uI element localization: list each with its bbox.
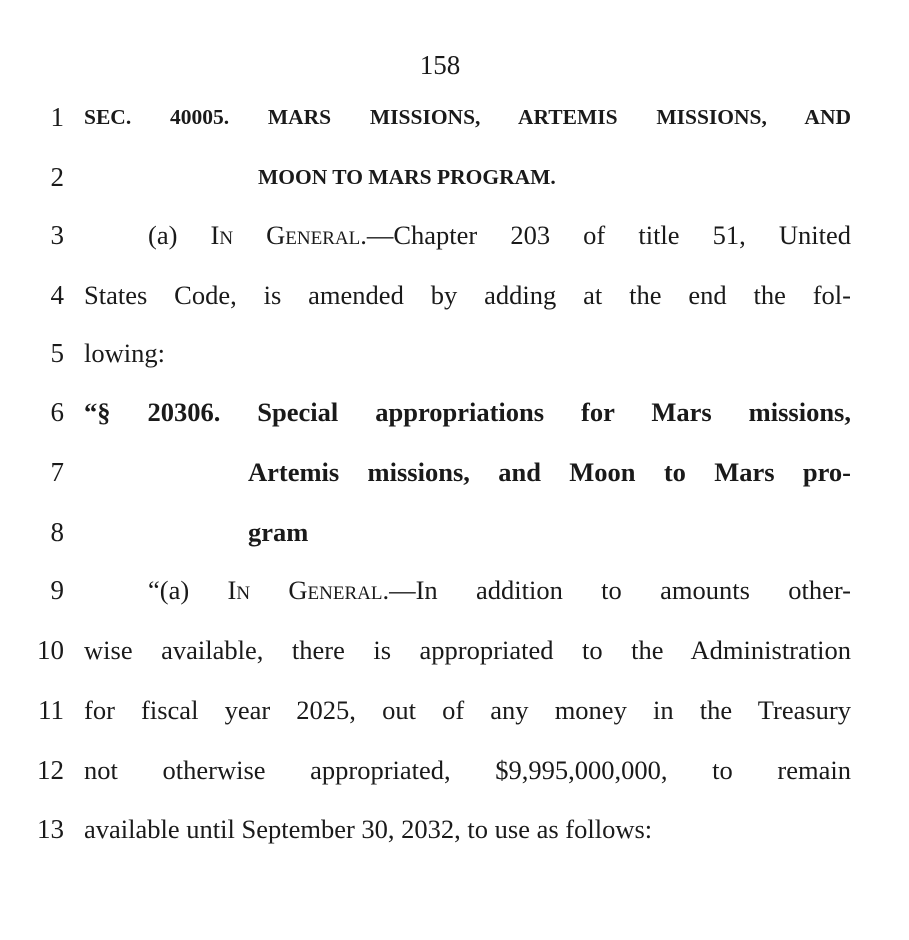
subsection-label: “(a) (148, 575, 228, 605)
line-number: 12 (37, 755, 64, 785)
section-20306-heading: “§ 20306. Special appropriations for Mars missions, (84, 397, 851, 427)
line-5 (0, 333, 909, 373)
line-11 (0, 690, 909, 730)
subsection-a (148, 215, 851, 255)
line-number: 11 (38, 695, 64, 725)
line-text: not otherwise appropriated, $9,995,000,000, to remain (84, 755, 851, 785)
subsection-label: (a) (148, 220, 211, 250)
page-number: 158 (419, 50, 461, 80)
line-text: .—Chapter 203 of title 51, United (360, 220, 851, 250)
section-20306-heading-end: gram (248, 517, 309, 547)
line-text: .—In addition to amounts other- (382, 575, 851, 605)
line-number: 1 (50, 102, 64, 132)
line-1 (0, 97, 909, 137)
line-number: 2 (50, 162, 64, 192)
section-20306-heading-cont: Artemis missions, and Moon to Mars pro- (248, 457, 851, 487)
line-number: 13 (37, 814, 64, 844)
line-12 (0, 750, 909, 790)
subsection-a-inner (148, 570, 851, 610)
line-number: 7 (50, 457, 64, 487)
line-text: States Code, is amended by adding at the end the fol- (84, 280, 851, 310)
line-8 (0, 512, 909, 552)
line-text: wise available, there is appropriated to the Administration (84, 635, 851, 665)
line-4 (0, 275, 909, 315)
line-13 (0, 809, 909, 849)
line-number: 9 (50, 575, 64, 605)
line-text: available until September 30, 2032, to use as follows: (84, 814, 653, 844)
line-7 (0, 452, 909, 492)
line-10 (0, 630, 909, 670)
section-heading-cont: MOON TO MARS PROGRAM. (258, 165, 556, 189)
line-number: 4 (50, 280, 64, 310)
line-number: 6 (50, 397, 64, 427)
line-2 (0, 157, 909, 197)
line-number: 5 (50, 338, 64, 368)
line-text: lowing: (84, 338, 165, 368)
line-number: 10 (37, 635, 64, 665)
subsection-heading: In General (227, 575, 383, 605)
line-text: for fiscal year 2025, out of any money in the Treasury (84, 695, 851, 725)
section-heading: SEC. 40005. MARS MISSIONS, ARTEMIS MISSIONS, AND (84, 105, 851, 129)
subsection-heading: In General (210, 220, 361, 250)
line-6 (0, 392, 909, 432)
line-number: 3 (50, 220, 64, 250)
line-number: 8 (50, 517, 64, 547)
line-3 (0, 215, 909, 255)
line-9 (0, 570, 909, 610)
